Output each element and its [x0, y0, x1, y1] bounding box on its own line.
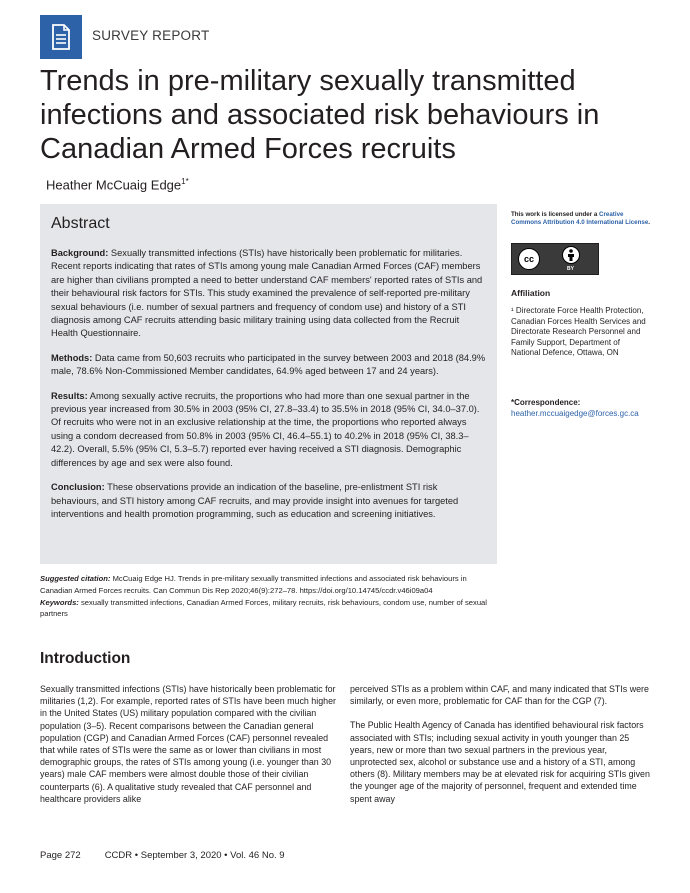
- methods-text: Data came from 50,603 recruits who participated in the survey between 2003 and 2018 (84.9% male, 78.6% Non-Commissioned Member candidates, 64.9% aged between 17 and 24 years).: [51, 352, 486, 377]
- results-label: Results:: [51, 390, 88, 401]
- conclusion-text: These observations provide an indication of the baseline, pre-enlistment STI risk behaviours, and STI history among CAF recruits, and may provide insight into avenues for targeted interventions and health promotion programming, such as education and screening initiatives.: [51, 482, 459, 519]
- person-glyph-icon: [566, 249, 576, 261]
- body-column-right: [350, 683, 650, 817]
- page-footer: [40, 850, 309, 861]
- license-notice: [511, 211, 651, 226]
- attribution-person-icon: [562, 246, 580, 264]
- introduction-heading: Introduction: [40, 650, 131, 667]
- suggested-citation: [40, 573, 500, 597]
- correspondence: [511, 397, 651, 419]
- author-line: [46, 177, 189, 192]
- abstract-methods: [51, 352, 486, 379]
- affiliation-text: ¹ Directorate Force Health Protection, Canadian Forces Health Services and Directorate Research Personnel and Family Support, Department of National Defence, Ottawa, ON: [511, 306, 646, 358]
- methods-label: Methods:: [51, 352, 93, 363]
- background-text: Sexually transmitted infections (STIs) have historically been problematic for militaries. Recent reports indicating that rates of STIs among young male Canadian Armed Forces (CAF) members are higher than civilians prompted a need to better understand CAF members' reported rates of STIs and their behavioural risk factors for STIs. This study examined the prevalence of self-reported pre-military sexual behaviours (i.e. number of sexual partners and frequency of condom use) and history of a STI diagnosis among CAF recruits attending basic military training using data collected from the Recruit Health Questionnaire.: [51, 248, 483, 339]
- affiliation-heading: Affiliation: [511, 288, 551, 298]
- journal-info: CCDR • September 3, 2020 • Vol. 46 No. 9: [104, 850, 285, 861]
- abstract-background: [51, 247, 486, 341]
- author-superscript: 1*: [181, 177, 189, 186]
- page-number: Page 272: [40, 850, 81, 861]
- abstract-heading: Abstract: [51, 215, 110, 232]
- intro-paragraph-1: Sexually transmitted infections (STIs) have historically been problematic for militaries (1,2). For example, reported rates of STIs have been much higher in the United States (US) military population compared with the civilian population (3–5). Recent comparisons between the Canadian general population (CGP) and Canadian Armed Forces (CAF) personnel revealed that while rates of STIs were the same as or lower than civilians in most demographic groups, the rates of STIs among young (i.e. younger than 30 years) male CAF members were almost double those of their civilian counterparts (6). A qualitative study revealed that CAF personnel and healthcare providers alike: [40, 684, 336, 804]
- article-title: Trends in pre-military sexually transmitted infections and associated risk behaviours in Canadian Armed Forces recruits: [40, 65, 600, 165]
- intro-paragraph-3: The Public Health Agency of Canada has identified behavioural risk factors associated with STIs; including sexual activity in youth younger than 25 years, new or more than two sexual partners in the previous year, unprotected sex, alcohol or substance use and a history of a STI, among others (8). Military members may be at elevated risk for acquiring STIs given the younger age of the majority of personnel, frequent and extended time spent away: [350, 720, 650, 804]
- results-text: Among sexually active recruits, the proportions who had more than one sexual partner in the previous year increased from 30.5% in 2003 (95% CI, 27.8–33.4) to 35.5% in 2018 (95% CI, 34.0–37.0). Of recruits who were not in an exclusive relationship at the time, the proportions who reported always using a condom decreased from 50.8% in 2003 (95% CI, 46.4–55.1) to 40.2% in 2018 (95% CI, 38.3–42.2). Overall, 5.5% (95% CI, 5.3–5.7) reported ever having received a STI diagnosis. Demographic differences by age and sex were also found.: [51, 390, 480, 468]
- by-label: BY: [567, 266, 574, 272]
- cc-icon: cc: [518, 248, 540, 270]
- abstract-conclusion: [51, 481, 486, 521]
- keywords: [40, 597, 500, 621]
- license-prefix: This work is licensed under a: [511, 211, 600, 218]
- correspondence-email[interactable]: heather.mccuaigedge@forces.gc.ca: [511, 409, 639, 418]
- citation-text: McCuaig Edge HJ. Trends in pre-military sexually transmitted infections and associated risk behaviours in Canadian Armed Forces recruits. Can Commun Dis Rep 2020;46(9):272–78. https://doi.org/10.14745/ccdr.v46i09a04: [40, 574, 467, 595]
- citation-label: Suggested citation:: [40, 574, 111, 583]
- abstract-results: [51, 390, 486, 470]
- intro-paragraph-2: perceived STIs as a problem within CAF, and many indicated that STIs were similarly, or even more, problematic for CAF than for the CGP (7).: [350, 684, 649, 707]
- conclusion-label: Conclusion:: [51, 482, 105, 493]
- license-suffix: .: [648, 218, 651, 226]
- body-column-left: [40, 683, 340, 817]
- license-link[interactable]: Creative Commons Attribution 4.0 International License: [511, 211, 649, 226]
- background-label: Background:: [51, 248, 109, 258]
- cc-by-badge[interactable]: [511, 243, 599, 275]
- correspondence-label: *Correspondence:: [511, 398, 581, 407]
- keywords-label: Keywords:: [40, 597, 79, 607]
- keywords-text: sexually transmitted infections, Canadian Armed Forces, military recruits, risk behaviours, condom use, number of sexual partners: [40, 597, 487, 619]
- document-glyph-icon: [51, 24, 71, 50]
- author-name: Heather McCuaig Edge: [46, 177, 182, 193]
- section-label: SURVEY REPORT: [92, 28, 210, 43]
- citation-block: [40, 573, 500, 620]
- document-icon: [40, 15, 82, 59]
- abstract-box: [40, 204, 497, 564]
